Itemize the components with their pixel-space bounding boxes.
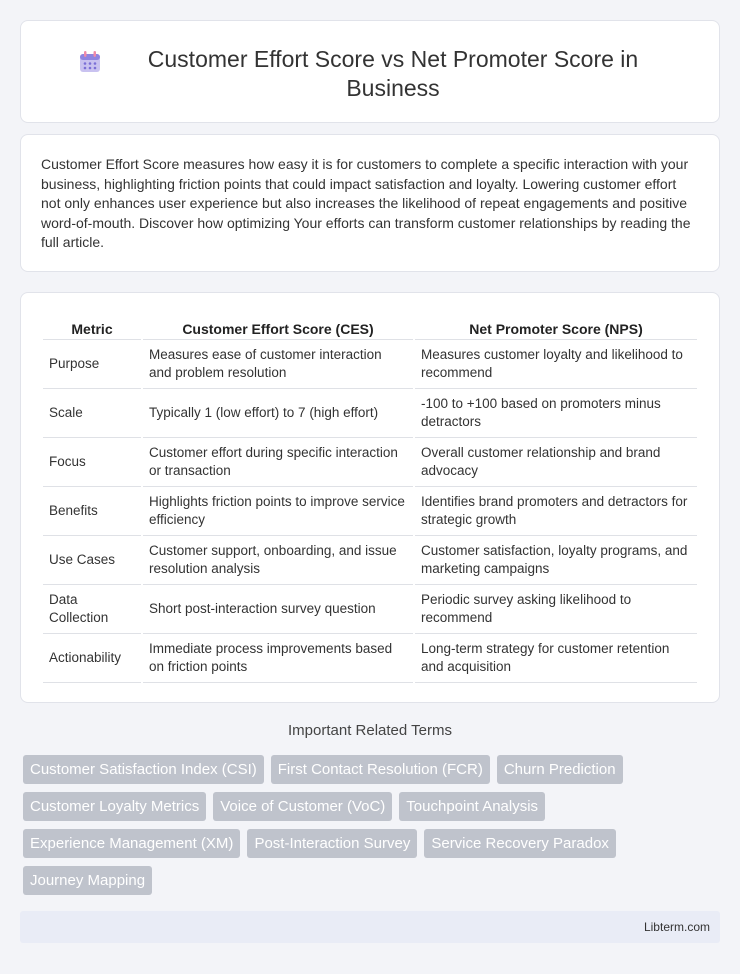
related-term-tag[interactable]: Experience Management (XM)	[23, 829, 240, 858]
metric-cell: Data Collection	[43, 585, 141, 634]
ces-cell: Immediate process improvements based on friction points	[143, 634, 413, 683]
related-term-tag[interactable]: Touchpoint Analysis	[399, 792, 545, 821]
metric-cell: Focus	[43, 438, 141, 487]
table-row	[43, 438, 697, 487]
related-term-tag[interactable]: Customer Satisfaction Index (CSI)	[23, 755, 264, 784]
related-term-tag[interactable]: Churn Prediction	[497, 755, 623, 784]
nps-cell: Long-term strategy for customer retention and acquisition	[415, 634, 697, 683]
table-row	[43, 585, 697, 634]
metric-cell: Benefits	[43, 487, 141, 536]
header-nps: Net Promoter Score (NPS)	[415, 315, 697, 340]
ces-cell: Customer effort during specific interaction or transaction	[143, 438, 413, 487]
metric-cell: Purpose	[43, 340, 141, 389]
nps-cell: Periodic survey asking likelihood to recommend	[415, 585, 697, 634]
nps-cell: Customer satisfaction, loyalty programs, and marketing campaigns	[415, 536, 697, 585]
table-row	[43, 389, 697, 438]
header-metric: Metric	[43, 315, 141, 340]
related-term-tag[interactable]: Service Recovery Paradox	[424, 829, 616, 858]
metric-cell: Scale	[43, 389, 141, 438]
intro-text: Customer Effort Score measures how easy it is for customers to complete a specific interaction with your business, highlighting friction points that could impact satisfaction and loyalty. Lowering customer effort not only enhances user experience but also increases the likelihood of repeat engagements and positive word-of-mouth. Discover how optimizing Your efforts can transform customer relationships by reading the full article.	[41, 156, 691, 250]
intro-card	[20, 134, 720, 272]
related-terms-list	[23, 755, 703, 895]
comparison-table-card	[20, 292, 720, 703]
footer	[20, 911, 720, 943]
metric-cell: Actionability	[43, 634, 141, 683]
related-term-tag[interactable]: First Contact Resolution (FCR)	[271, 755, 490, 784]
page-title: Customer Effort Score vs Net Promoter Score in Business	[147, 46, 639, 101]
table-header-row	[43, 315, 697, 340]
ces-cell: Customer support, onboarding, and issue resolution analysis	[143, 536, 413, 585]
related-term-tag[interactable]: Voice of Customer (VoC)	[213, 792, 392, 821]
title-card	[20, 20, 720, 123]
ces-cell: Measures ease of customer interaction and problem resolution	[143, 340, 413, 389]
table-row	[43, 634, 697, 683]
table-row	[43, 536, 697, 585]
related-term-tag[interactable]: Post-Interaction Survey	[247, 829, 417, 858]
related-term-tag[interactable]: Journey Mapping	[23, 866, 152, 895]
metric-cell: Use Cases	[43, 536, 141, 585]
ces-cell: Highlights friction points to improve service efficiency	[143, 487, 413, 536]
header-ces: Customer Effort Score (CES)	[143, 315, 413, 340]
nps-cell: Identifies brand promoters and detractors for strategic growth	[415, 487, 697, 536]
nps-cell: -100 to +100 based on promoters minus detractors	[415, 389, 697, 438]
table-row	[43, 487, 697, 536]
comparison-table	[41, 315, 699, 683]
ces-cell: Typically 1 (low effort) to 7 (high effort)	[143, 389, 413, 438]
table-row	[43, 340, 697, 389]
nps-cell: Overall customer relationship and brand advocacy	[415, 438, 697, 487]
footer-site-link[interactable]: Libterm.com	[643, 920, 710, 934]
nps-cell: Measures customer loyalty and likelihood to recommend	[415, 340, 697, 389]
related-terms-title: Important Related Terms	[288, 722, 452, 739]
ces-cell: Short post-interaction survey question	[143, 585, 413, 634]
calendar-icon	[77, 49, 103, 75]
related-term-tag[interactable]: Customer Loyalty Metrics	[23, 792, 206, 821]
